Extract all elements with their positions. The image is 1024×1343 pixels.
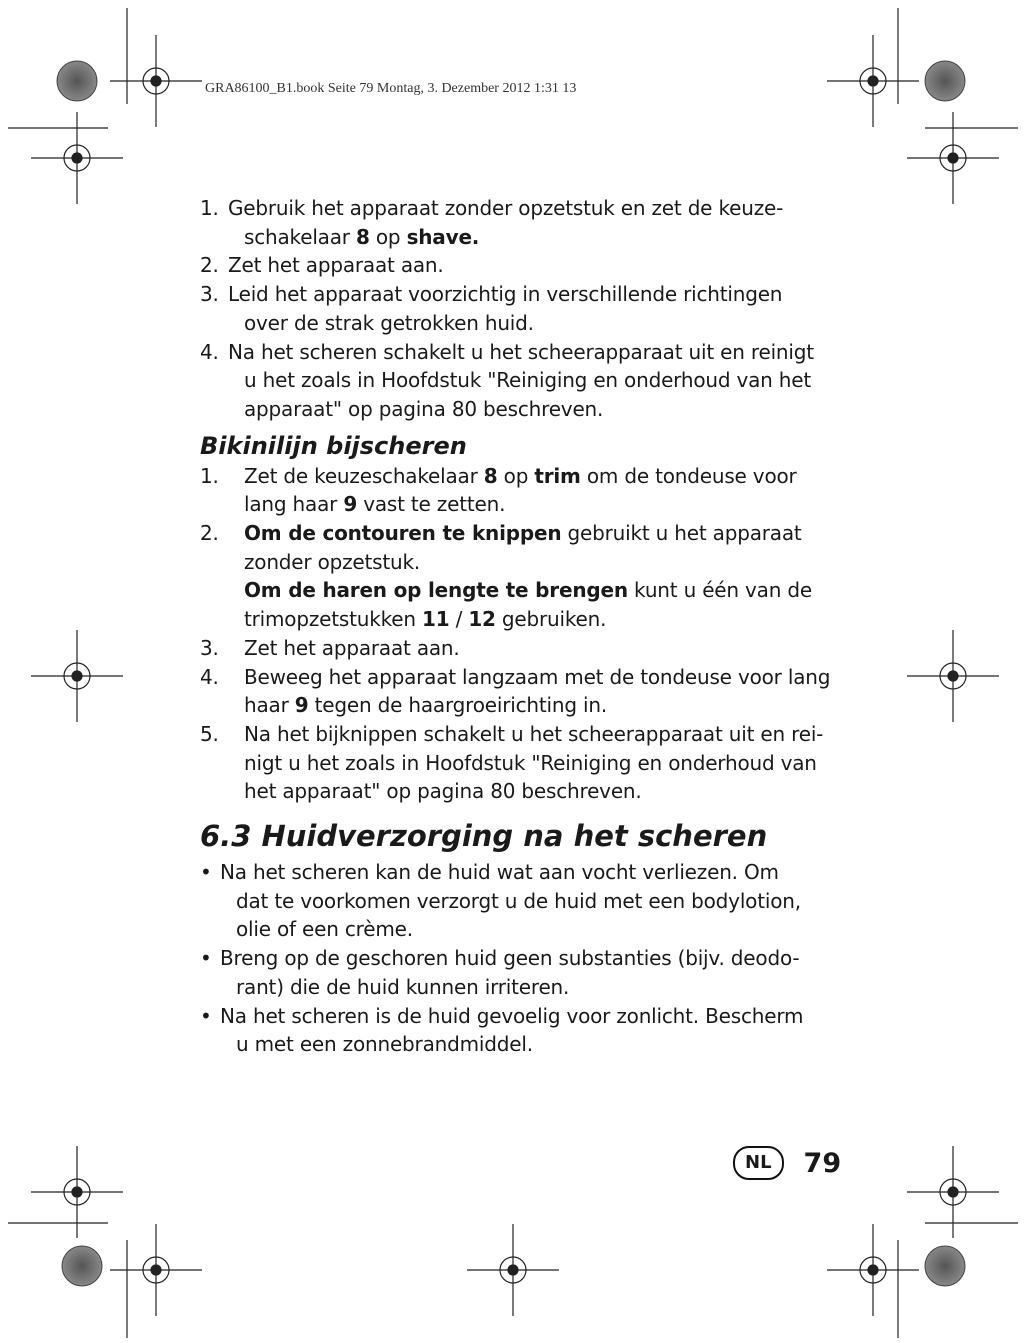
color-target-tr	[925, 61, 965, 101]
text-run: apparaat" op pagina 80 beschreven.	[244, 396, 604, 421]
bold-run: 8	[355, 224, 370, 249]
text-run: Na het scheren is de huid gevoelig voor zonlicht. Bescherm	[220, 1003, 804, 1028]
registration-mark	[827, 35, 919, 127]
text-run: Na het bijknippen schakelt u het scheerapparaat uit en rei-	[244, 721, 824, 746]
text-line	[200, 973, 860, 1002]
text-run: Na het scheren schakelt u het scheerapparaat uit en reinigt	[228, 339, 814, 364]
text-line	[200, 309, 860, 338]
text-line	[200, 777, 860, 806]
list-item	[200, 462, 860, 519]
text-line	[200, 887, 860, 916]
text-line	[200, 944, 860, 973]
bullet-item	[200, 1002, 860, 1059]
bold-run: Om de contouren te knippen	[244, 521, 562, 546]
bold-run: trim	[534, 463, 581, 488]
text-run: vast te zetten.	[357, 492, 506, 517]
bold-run: 12	[468, 607, 496, 632]
list-item	[200, 720, 860, 806]
text-run: Gebruik het apparaat zonder opzetstuk en zet de keuze-	[228, 196, 784, 220]
text-run: nigt u het zoals in Hoofdstuk "Reiniging en onderhoud van	[244, 750, 817, 775]
bikini-heading: Bikinilijn bijscheren	[200, 431, 467, 460]
color-target-bl	[62, 1246, 102, 1286]
text-run: Zet het apparaat aan.	[228, 253, 444, 278]
text-line	[200, 338, 860, 367]
text-run: op	[369, 224, 407, 249]
registration-mark	[31, 1146, 123, 1238]
text-run: zonder opzetstuk.	[244, 549, 421, 574]
registration-mark	[467, 1224, 559, 1316]
color-target-br	[925, 1246, 965, 1286]
text-run: over de strak getrokken huid.	[244, 310, 534, 335]
text-line	[200, 223, 860, 252]
text-run: kunt u één van de	[627, 578, 812, 603]
text-line	[200, 366, 860, 395]
item-number: 1.	[200, 463, 219, 488]
text-run: haar	[244, 693, 295, 718]
text-run: tegen de haargroeirichting in.	[308, 693, 607, 718]
text-run: /	[449, 607, 469, 632]
text-line	[200, 858, 860, 887]
item-number: 1.	[200, 196, 219, 220]
text-line	[200, 194, 860, 223]
item-number: 4.	[200, 664, 219, 689]
text-run: het apparaat" op pagina 80 beschreven.	[244, 779, 642, 804]
page-number: 79	[803, 1147, 842, 1179]
registration-mark	[110, 35, 202, 127]
list-item	[200, 663, 860, 720]
list-item	[200, 634, 860, 663]
text-run: gebruikt u het apparaat	[561, 521, 802, 546]
bullet-item	[200, 858, 860, 944]
text-run: Na het scheren kan de huid wat aan vocht verliezen. Om	[220, 860, 779, 885]
text-line	[200, 519, 860, 548]
text-run: op	[497, 463, 535, 488]
bullet-item	[200, 944, 860, 1001]
text-run: om de tondeuse voor	[580, 463, 797, 488]
text-line	[200, 605, 860, 634]
skin-care-bullets	[200, 858, 860, 1059]
section-heading-6-3: 6.3 Huidverzorging na het scheren	[200, 819, 768, 854]
bold-run: 8	[483, 463, 498, 488]
registration-mark	[31, 112, 123, 204]
item-number: 3.	[200, 635, 219, 660]
item-number: 5.	[200, 721, 219, 746]
language-badge: NL	[733, 1146, 784, 1180]
text-run: u het zoals in Hoofdstuk "Reiniging en onderhoud van het	[244, 368, 812, 393]
registration-mark	[907, 112, 999, 204]
list-item	[200, 251, 860, 280]
list-item	[200, 519, 860, 634]
print-header: GRA86100_B1.book Seite 79 Montag, 3. Dezember 2012 1:31 13	[205, 81, 577, 96]
bullet-icon: •	[200, 860, 212, 885]
color-target-tl	[57, 61, 97, 101]
bold-run: 11	[422, 607, 450, 632]
registration-mark	[110, 1224, 202, 1316]
item-number: 2.	[200, 253, 219, 278]
page-content	[200, 194, 860, 1059]
text-line	[200, 634, 860, 663]
text-line	[200, 691, 860, 720]
registration-mark	[907, 1146, 999, 1238]
text-run: dat te voorkomen verzorgt u de huid met een bodylotion,	[236, 888, 801, 913]
text-run: Breng op de geschoren huid geen substanties (bijv. deodo-	[220, 946, 800, 971]
text-line	[200, 749, 860, 778]
registration-mark	[827, 1224, 919, 1316]
text-line	[200, 280, 860, 309]
text-line	[200, 395, 860, 424]
list-item	[200, 338, 860, 424]
text-run: Zet het apparaat aan.	[244, 635, 460, 660]
registration-mark	[31, 630, 123, 722]
bold-run: Om de haren op lengte te brengen	[244, 578, 628, 603]
text-run: Zet de keuzeschakelaar	[244, 463, 484, 488]
text-run: gebruiken.	[495, 607, 607, 632]
text-run: lang haar	[244, 492, 344, 517]
shave-steps	[200, 194, 860, 424]
text-run: trimopzetstukken	[244, 607, 423, 632]
text-line	[200, 663, 860, 692]
text-run: olie of een crème.	[236, 917, 413, 942]
text-line	[200, 1030, 860, 1059]
text-line	[200, 915, 860, 944]
text-run: u met een zonnebrandmiddel.	[236, 1032, 533, 1057]
list-item	[200, 280, 860, 337]
bullet-icon: •	[200, 946, 212, 971]
text-run: rant) die de huid kunnen irriteren.	[236, 974, 570, 999]
bold-run: shave.	[406, 224, 480, 249]
text-run: Beweeg het apparaat langzaam met de tondeuse voor lang	[244, 664, 831, 689]
item-number: 4.	[200, 339, 219, 364]
bold-run: 9	[343, 492, 358, 517]
page-footer	[733, 1146, 841, 1180]
text-run: schakelaar	[244, 224, 356, 249]
text-line	[200, 490, 860, 519]
item-number: 3.	[200, 282, 219, 307]
item-number: 2.	[200, 521, 219, 546]
text-run: Leid het apparaat voorzichtig in verschillende richtingen	[228, 282, 783, 307]
text-line	[200, 1002, 860, 1031]
text-line	[200, 548, 860, 577]
registration-mark	[907, 630, 999, 722]
bold-run: 9	[294, 693, 309, 718]
bullet-icon: •	[200, 1003, 212, 1028]
list-item	[200, 194, 860, 251]
text-line	[200, 720, 860, 749]
text-line	[200, 462, 860, 491]
text-line	[200, 251, 860, 280]
text-line	[200, 576, 860, 605]
bikini-steps	[200, 462, 860, 806]
